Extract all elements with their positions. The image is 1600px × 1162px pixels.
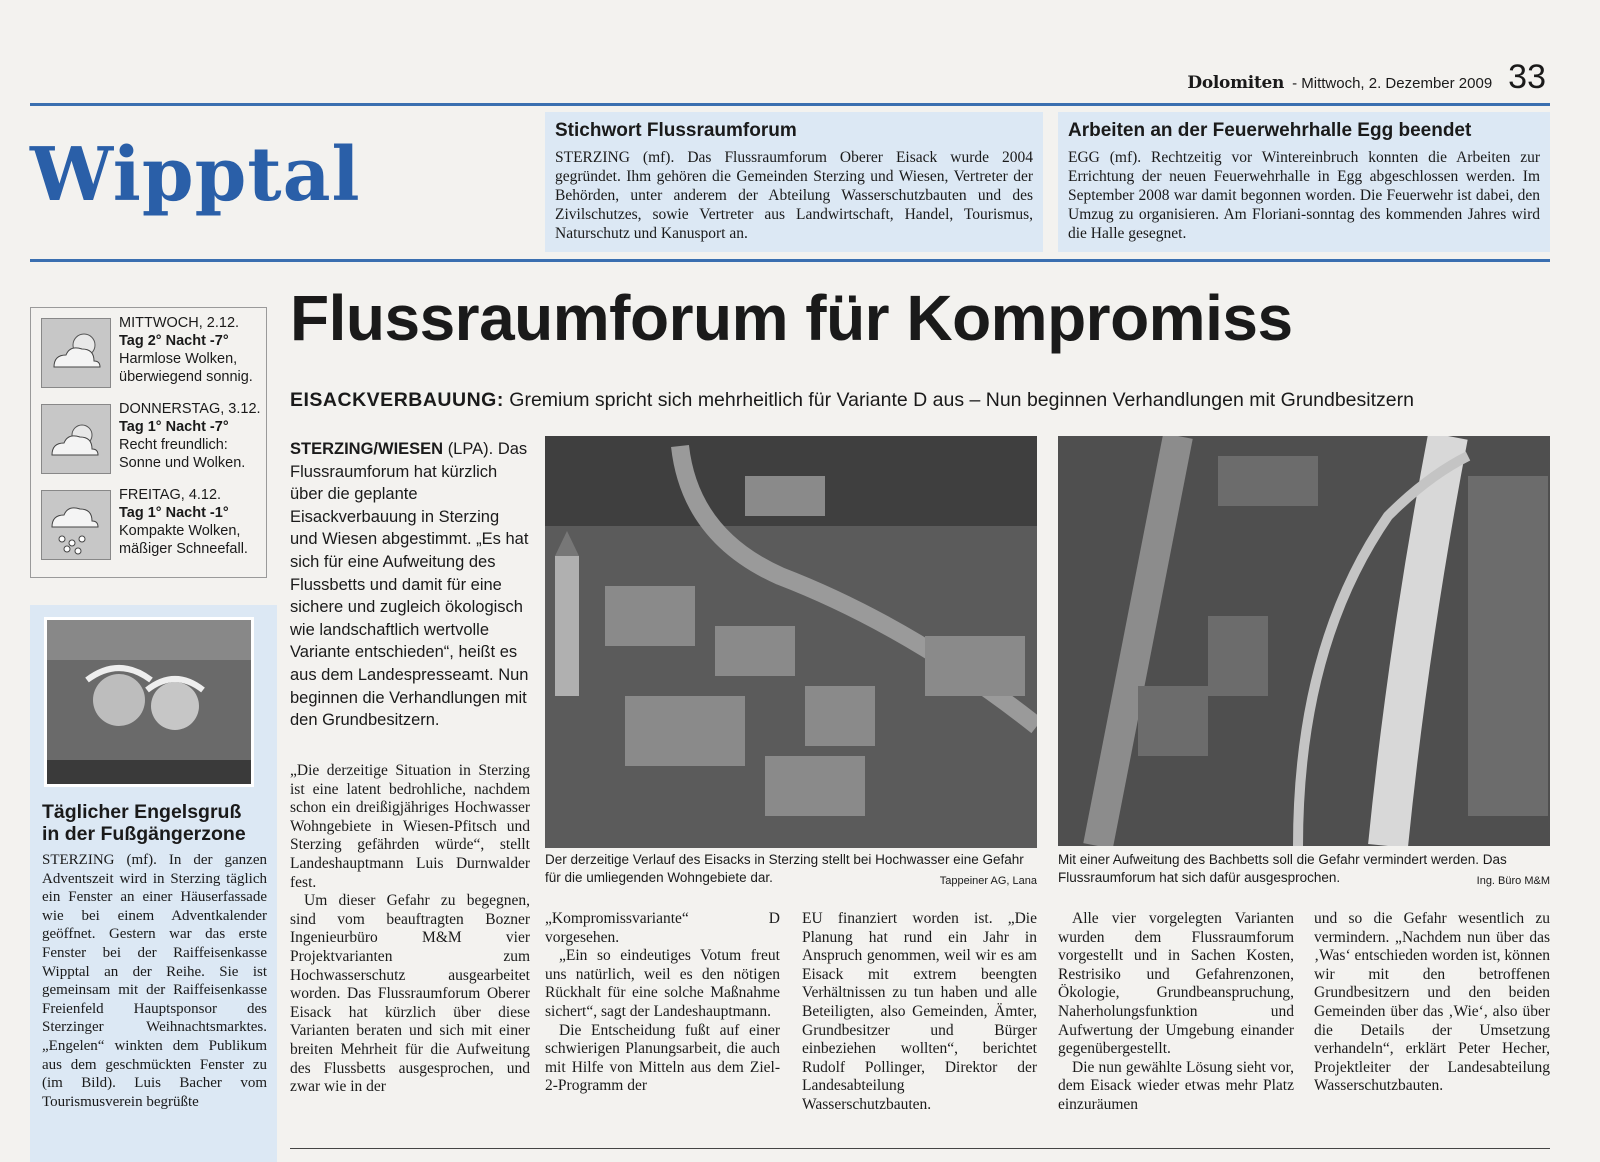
stichwort-title: Stichwort Flussraumforum: [555, 120, 797, 141]
weather-desc: Recht freundlich:: [119, 437, 228, 453]
weather-desc: Harmlose Wolken,: [119, 351, 238, 367]
feuerwehr-title: Arbeiten an der Feuerwehrhalle Egg beendet: [1068, 120, 1472, 141]
paragraph: „Ein so eindeutiges Votum freut uns natürlich, weil es den nötigen Rückhalt für eine solche Maßnahme sichert“, sagt der Landeshauptmann.: [545, 947, 780, 1020]
feuerwehr-text: EGG (mf). Rechtzeitig vor Wintereinbruch konnten die Arbeiten zur Errichtung der neuen Feuerwehrhalle in Egg abgeschlossen werden. Im September 2008 war damit begonnen worden. Die Feuerwehr ist dabei, den Umzug zu organisieren. Am Floriani-sonntag des kommenden Jahres wird die Halle gesegnet.: [1068, 149, 1540, 242]
stichwort-text: STERZING (mf). Das Flussraumforum Oberer Eisack wurde 2004 gegründet. Ihm gehören die Gemeinden Sterzing und Wiesen, Vertreter der Behörden, unter anderem der Abteilung Wasserschutzbauten und des Zivilschutzes, sowie Vertreter aus Landwirtschaft, Handel, Tourismus, Naturschutz und Kanusport an.: [555, 149, 1033, 242]
weather-day-label: DONNERSTAG, 3.12.: [119, 401, 261, 417]
weather-temps: Tag 1° Nacht -7°: [119, 419, 229, 435]
paragraph: Um dieser Gefahr zu begegnen, sind vom beauftragten Bozner Ingenieurbüro M&M vier Projektvarianten zum Hochwasserschutz ausgearbeitet worden. Das Flussraumforum Oberer Eisack hat kürzlich über diese Varianten beraten und sich mit einer breiten Mehrheit für die Aufweitung des Flussbetts ausgesprochen, und zwar wie in der: [290, 892, 530, 1096]
feuerwehr-box: [1058, 112, 1550, 252]
weather-temps: Tag 1° Nacht -1°: [119, 505, 229, 521]
sun-cloud-icon: [41, 318, 111, 388]
engel-box: [30, 605, 277, 1162]
article-column-1: [290, 762, 530, 1097]
top-rule: [30, 103, 1550, 106]
issue-date: - Mittwoch, 2. Dezember 2009: [1292, 75, 1493, 92]
photo2-credit: Ing. Büro M&M: [1476, 875, 1550, 887]
weather-day: [39, 398, 263, 478]
children-photo: [44, 617, 254, 787]
lead-agency: (LPA).: [447, 440, 494, 458]
article-subheadline: [290, 389, 1414, 412]
weather-day-label: FREITAG, 4.12.: [119, 487, 222, 503]
weather-desc: mäßiger Schneefall.: [119, 541, 248, 557]
weather-temps: Tag 2° Nacht -7°: [119, 333, 229, 349]
weather-day: [39, 484, 263, 564]
section-rule: [30, 259, 1550, 262]
paragraph: „Kompromissvariante“ D vorgesehen.: [545, 910, 780, 946]
article-column-5: [1314, 910, 1550, 1096]
article-column-3: [802, 910, 1037, 1115]
section-title: Wipptal: [30, 132, 361, 218]
paragraph: Alle vier vorgelegten Varianten wurden dem Flussraumforum vorgestellt und in Sachen Kosten, Restrisiko und Gefahrenzonen, Ökologie, Grundbeanspruchung, Naherholungsfunktion und Aufwertung der Umgebung einander gegenübergestellt.: [1058, 910, 1294, 1058]
weather-desc: Sonne und Wolken.: [119, 455, 246, 471]
weather-desc: Kompakte Wolken,: [119, 523, 241, 539]
sterzing-aerial-photo: [545, 436, 1037, 848]
paragraph: Die Entscheidung fußt auf einer schwierigen Planungsarbeit, die auch mit Hilfe von Mitteln aus dem Ziel-2-Programm der: [545, 1021, 780, 1095]
weather-desc: überwiegend sonnig.: [119, 369, 253, 385]
lead-text: Das Flussraumforum hat kürzlich über die geplante Eisackverbauung in Sterzing und Wiesen abgestimmt. „Es hat sich für eine Aufweitung des Flussbetts und damit für eine sichere und zugleich ökologisch wie landschaftlich wertvolle Variante entschieden“, heißt es aus dem Landespresseamt. Nun beginnen die Verhandlungen mit den Grundbesitzern.: [290, 440, 529, 730]
page-number: 33: [1508, 58, 1546, 96]
paragraph: und so die Gefahr wesentlich zu vermindern. „Nachdem nun über das ‚Was‘ entschieden worden ist, können wir mit den betroffenen Grundbesitzern und den beiden Gemeinden über das ‚Wie‘, also über die Details der Umsetzung verhandeln“, erklärt Peter Hecher, Projektleiter der Landesabteilung Wasserschutzbauten.: [1314, 910, 1550, 1095]
paragraph: Die nun gewählte Lösung sieht vor, dem Eisack wieder etwas mehr Platz einzuräumen: [1058, 1058, 1294, 1113]
photo1-caption: Der derzeitige Verlauf des Eisacks in Sterzing stellt bei Hochwasser eine Gefahr für die umliegenden Wohngebiete dar. Tappeiner AG, Lana: [545, 851, 1037, 890]
subheadline-text: Gremium spricht sich mehrheitlich für Variante D aus – Nun beginnen Verhandlungen mit Grundbesitzern: [509, 389, 1414, 411]
paragraph: EU finanziert worden ist. „Die Planung hat rund ein Jahr in Anspruch genommen, weil wir es am Eisack mit extrem beengten Verhältnissen zu tun haben und alle Beteiligten, also Gemeinden, Ämter, Grundbesitzer und Bürger einbeziehen wollten“, berichtet Rudolf Pollinger, Direktor der Landesabteilung Wasserschutzbauten.: [802, 910, 1037, 1113]
paragraph: „Die derzeitige Situation in Sterzing ist eine latent bedrohliche, nachdem schon ein dreißigjähriges Hochwasser Wohngebiete in Wiesen-Pfitsch und Sterzing gefährden würde“, stellt Landeshauptmann Luis Durnwalder fest.: [290, 762, 530, 891]
photo2-caption: Mit einer Aufweitung des Bachbetts soll die Gefahr vermindert werden. Das Flussraumforum hat sich dafür ausgesprochen. Ing. Büro M&M: [1058, 851, 1550, 890]
kicker: EISACKVERBAUUNG:: [290, 389, 504, 411]
article-lead: [290, 438, 530, 732]
stichwort-box: [545, 112, 1043, 252]
lead-dateline: STERZING/WIESEN: [290, 440, 444, 458]
article-column-4: [1058, 910, 1294, 1115]
sun-cloud-icon: [41, 404, 111, 474]
engel-title: Täglicher Engelsgruß in der Fußgängerzone: [42, 801, 246, 845]
article-column-2: [545, 910, 780, 1096]
newspaper-name: Dolomiten: [1187, 73, 1285, 93]
weather-day-label: MITTWOCH, 2.12.: [119, 315, 240, 331]
engel-body: STERZING (mf). In der ganzen Adventszeit wird in Sterzing täglich ein Fenster an einer Häuserfassade wie bei einem Adventkalender geöffnet. Gestern war das erste Fenster bei der Raiffeisenkasse Wipptal an der Reihe. Sie ist gemeinsam mit der Raiffeisenkasse Freienfeld Hauptsponsor des Sterzinger Weihnachtsmarktes. „Engelen“ winkten dem Publikum aus dem geschmückten Fenster zu (im Bild). Luis Bacher vom Tourismusverein begrüßte: [42, 852, 267, 1110]
river-plan-photo: [1058, 436, 1550, 846]
weather-day: [39, 312, 263, 392]
photo1-credit: Tappeiner AG, Lana: [939, 875, 1037, 887]
masthead: [1187, 60, 1546, 94]
bottom-rule: [290, 1148, 1550, 1149]
article-headline: Flussraumforum für Kompromiss: [290, 282, 1293, 354]
snow-cloud-icon: [41, 490, 111, 560]
weather-box: [30, 307, 267, 578]
